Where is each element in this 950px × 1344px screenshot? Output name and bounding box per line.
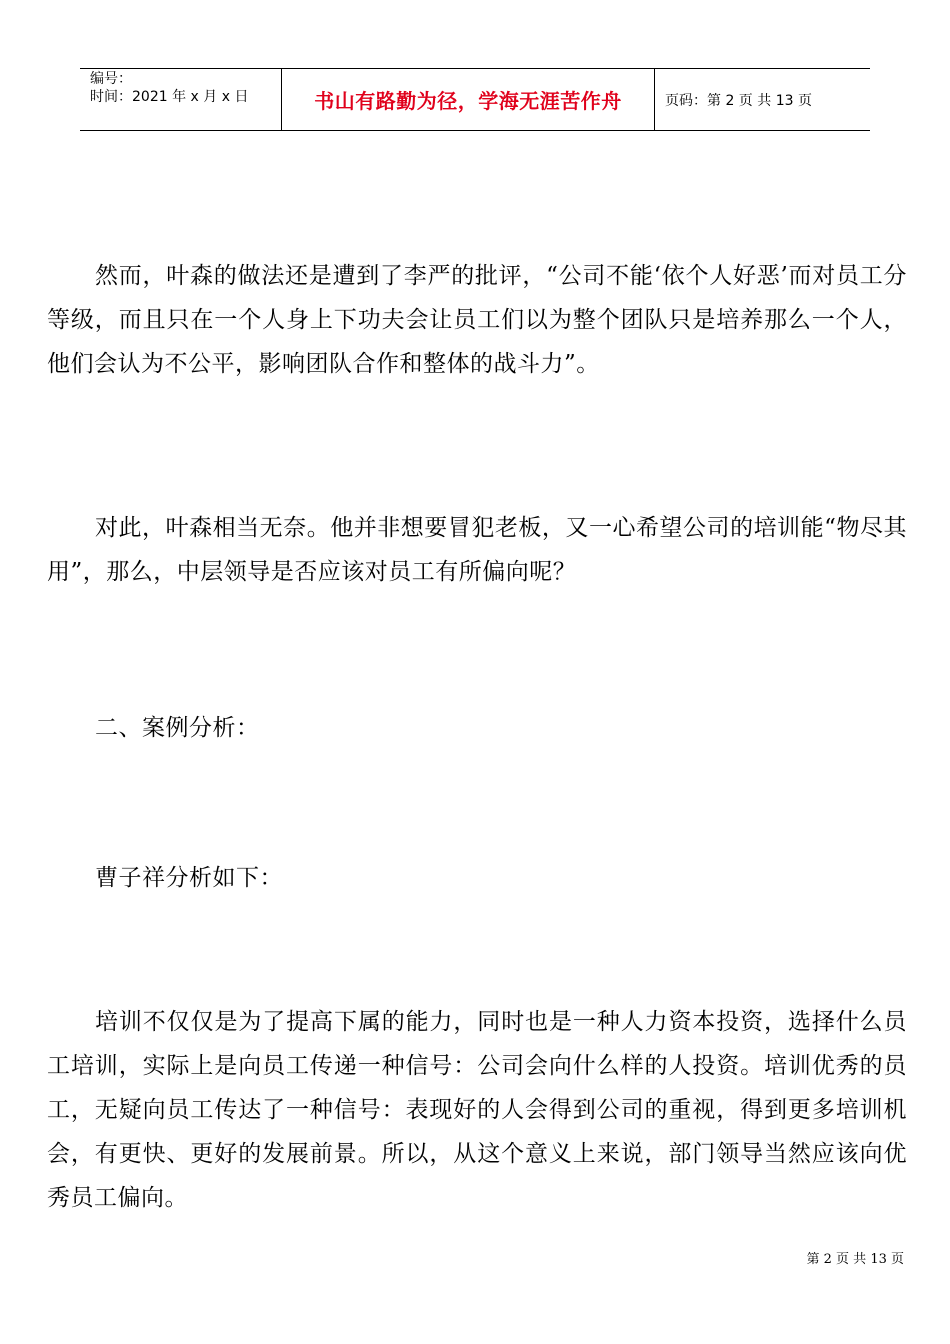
header-motto-cell	[282, 69, 655, 130]
header-meta	[80, 69, 282, 130]
document-number-label: 编号：	[90, 71, 132, 87]
paragraph-analysis: 培训不仅仅是为了提高下属的能力，同时也是一种人力资本投资，选择什么员工培训，实际上是向员工传递一种信号：公司会向什么样的人投资。培训优秀的员工，无疑向员工传达了一种信号：表现好的人会得到公司的重视，得到更多培训机会，有更快、更好的发展前景。所以，从这个意义上来说，部门领导当然应该向优秀员工偏向。	[47, 1009, 907, 1211]
paragraph-criticism: 然而，叶森的做法还是遭到了李严的批评，“公司不能‘依个人好恶’而对员工分等级，而且只在一个人身上下功夫会让员工们以为整个团队只是培养那么一个人，他们会认为不公平，影响团队合作和整体的战斗力”。	[47, 263, 907, 377]
header-motto: 书山有路勤为径，学海无涯苦作舟	[314, 89, 622, 113]
paragraph-dilemma: 对此，叶森相当无奈。他并非想要冒犯老板，又一心希望公司的培训能“物尽其用”，那么，中层领导是否应该对员工有所偏向呢？	[47, 515, 907, 585]
footer-page-info: 第 2 页 共 13 页	[806, 1252, 904, 1267]
header-page-cell	[655, 69, 870, 130]
document-time-label: 时间：2021 年 x 月 x 日	[90, 89, 249, 105]
page-header	[80, 68, 870, 131]
section-heading: 二、案例分析：	[95, 715, 260, 741]
header-page-info: 页码：第 2 页 共 13 页	[665, 92, 812, 109]
paragraph-analyst-intro: 曹子祥分析如下：	[95, 865, 283, 891]
